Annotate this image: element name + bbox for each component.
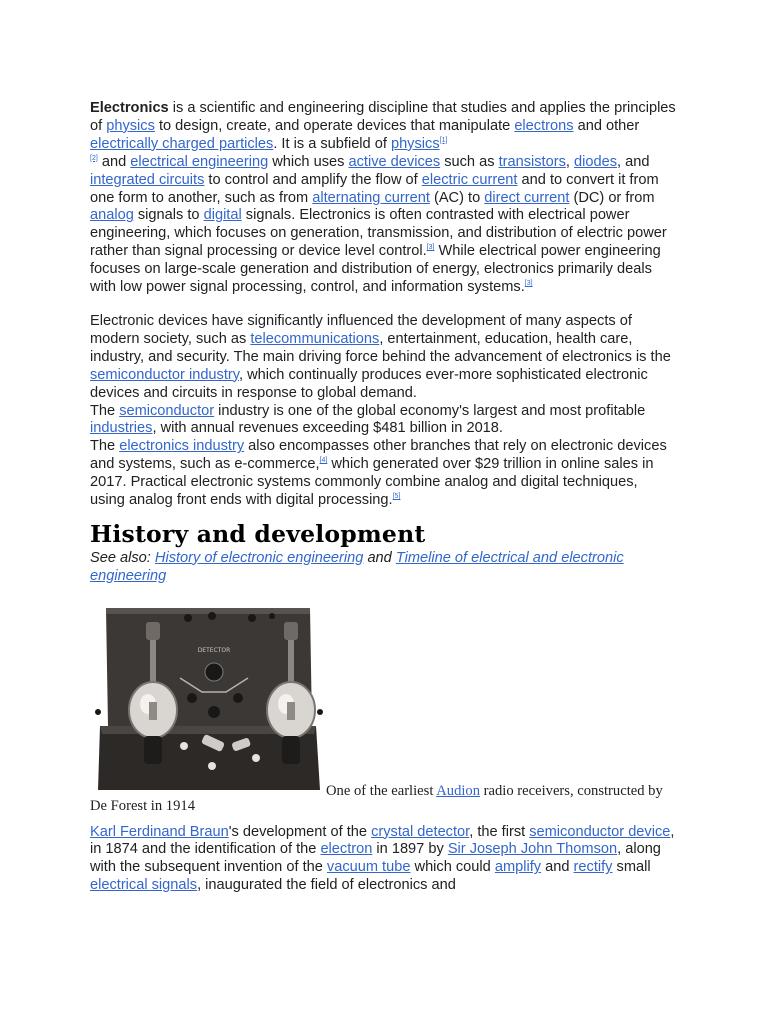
text: , with annual revenues exceeding $481 billion in 2018. [152, 420, 503, 437]
text: , which continually produces ever-more sophisticated electronic devices and circuits in response to global demand. [90, 366, 648, 401]
link-physics-2[interactable]: physics [390, 135, 440, 152]
section-heading: History and development [90, 519, 426, 548]
link-rectify[interactable]: rectify [573, 859, 613, 876]
text: . It is a subfield of [273, 135, 391, 152]
text: which uses [268, 153, 349, 170]
text: which generated over $29 trillion in online sales in 2017. Practical electronic systems commonly combine analog and digital techniques, using analog front ends with digital processing. [90, 456, 654, 509]
link-telecommunications[interactable]: telecommunications [250, 330, 380, 347]
link-semiconductor-device[interactable]: semiconductor device [529, 823, 671, 840]
text: signals to [133, 207, 204, 224]
link-analog[interactable]: analog [90, 207, 134, 224]
text: is a scientific and engineering discipline that studies and applies the principles of [90, 100, 676, 134]
link-electron[interactable]: electron [320, 841, 373, 858]
link-electric-current[interactable]: electric current [421, 171, 518, 188]
text: and [97, 153, 131, 170]
link-electrical-engineering[interactable]: electrical engineering [130, 153, 269, 170]
link-audion[interactable]: Audion [436, 782, 481, 799]
text: 's development of the [228, 823, 372, 840]
text: to control and amplify the flow of [204, 171, 422, 188]
text: in 1897 by [372, 841, 448, 858]
text: , entertainment, education, health care, industry, and security. The main driving force behind the advancement of electronics is the [90, 330, 671, 365]
figure-caption-continued: De Forest in 1914 [90, 797, 195, 814]
link-physics[interactable]: physics [106, 117, 155, 134]
term-electronics: Electronics [90, 100, 169, 116]
see-also-note [90, 550, 676, 586]
text: also encompasses other branches that rely on electronic devices and systems, such as e-commerce, [90, 438, 667, 473]
link-digital[interactable]: digital [203, 207, 242, 224]
text: , along with the subsequent invention of the [90, 841, 661, 876]
intro-paragraph [90, 100, 676, 297]
link-electrons[interactable]: electrons [514, 117, 574, 134]
text: Electronic devices have significantly influenced the development of many aspects of modern society, such as [90, 312, 632, 347]
history-paragraph [90, 824, 676, 896]
text: and [541, 859, 574, 876]
text: While electrical power engineering focuses on large-scale generation and distribution of energy, electronics primarily deals with low power signal processing, control, and information systems. [90, 243, 661, 296]
text: such as [440, 153, 499, 170]
link-electronics-industry[interactable]: electronics industry [119, 438, 245, 455]
link-diodes[interactable]: diodes [574, 153, 618, 170]
link-integrated-circuits[interactable]: integrated circuits [90, 171, 205, 188]
text: , in 1874 and the identification of the [90, 823, 675, 858]
text: , the first [469, 823, 530, 840]
panel-label: DETECTOR [197, 646, 231, 654]
citation-5[interactable]: [5] [392, 493, 401, 501]
text: One of the earliest [326, 782, 437, 799]
citation-3[interactable]: [3] [426, 244, 435, 252]
text: and [363, 549, 396, 566]
text: The [90, 438, 120, 455]
link-transistors[interactable]: transistors [498, 153, 566, 170]
text: signals. Electronics is often contrasted with electrical power engineering, which focuses on generation, transmission, and distribution of electric power rather than signal processing or device level control. [90, 207, 667, 260]
text: and other [573, 117, 640, 134]
audion-receiver-image[interactable] [92, 608, 327, 798]
text: small [612, 859, 651, 876]
text: , inaugurated the field of electronics and [197, 877, 456, 894]
citation-4[interactable]: [4] [319, 457, 328, 465]
link-industries[interactable]: industries [90, 420, 153, 437]
citation-2[interactable]: [2] [90, 154, 98, 162]
link-semiconductor[interactable]: semiconductor [119, 402, 215, 419]
text: to design, create, and operate devices that manipulate [154, 117, 515, 134]
text: , [565, 153, 574, 170]
link-active-devices[interactable]: active devices [348, 153, 441, 170]
article-body [90, 100, 676, 895]
citation-1[interactable]: [1] [439, 136, 448, 144]
text: which could [410, 859, 495, 876]
figure-caption [326, 783, 676, 801]
text: The [90, 402, 120, 419]
text: industry is one of the global economy's largest and most profitable [214, 402, 646, 419]
link-amplify[interactable]: amplify [494, 859, 542, 876]
text: (AC) to [429, 189, 485, 206]
link-crystal-detector[interactable]: crystal detector [371, 823, 470, 840]
figure [90, 604, 676, 799]
link-braun[interactable]: Karl Ferdinand Braun [90, 823, 229, 840]
see-also-label: See also: [90, 549, 155, 566]
text: , and [617, 153, 650, 170]
link-electrical-signals[interactable]: electrical signals [90, 877, 198, 894]
link-semiconductor-industry[interactable]: semiconductor industry [90, 366, 239, 383]
link-alternating-current[interactable]: alternating current [312, 189, 430, 206]
text: (DC) or from [569, 189, 655, 206]
society-paragraph [90, 313, 676, 510]
link-history[interactable]: History of electronic engineering [154, 549, 364, 566]
link-vacuum-tube[interactable]: vacuum tube [326, 859, 411, 876]
link-direct-current[interactable]: direct current [484, 189, 570, 206]
link-timeline[interactable]: Timeline of electrical and electronic engineering [90, 549, 624, 584]
citation-3b[interactable]: [3] [524, 280, 533, 288]
link-charged-particles[interactable]: electrically charged particles [90, 135, 274, 152]
text: and to convert it from one form to another, such as from [90, 171, 659, 206]
link-thomson[interactable]: Sir Joseph John Thomson [447, 841, 618, 858]
text: radio receivers, constructed by [480, 782, 663, 799]
